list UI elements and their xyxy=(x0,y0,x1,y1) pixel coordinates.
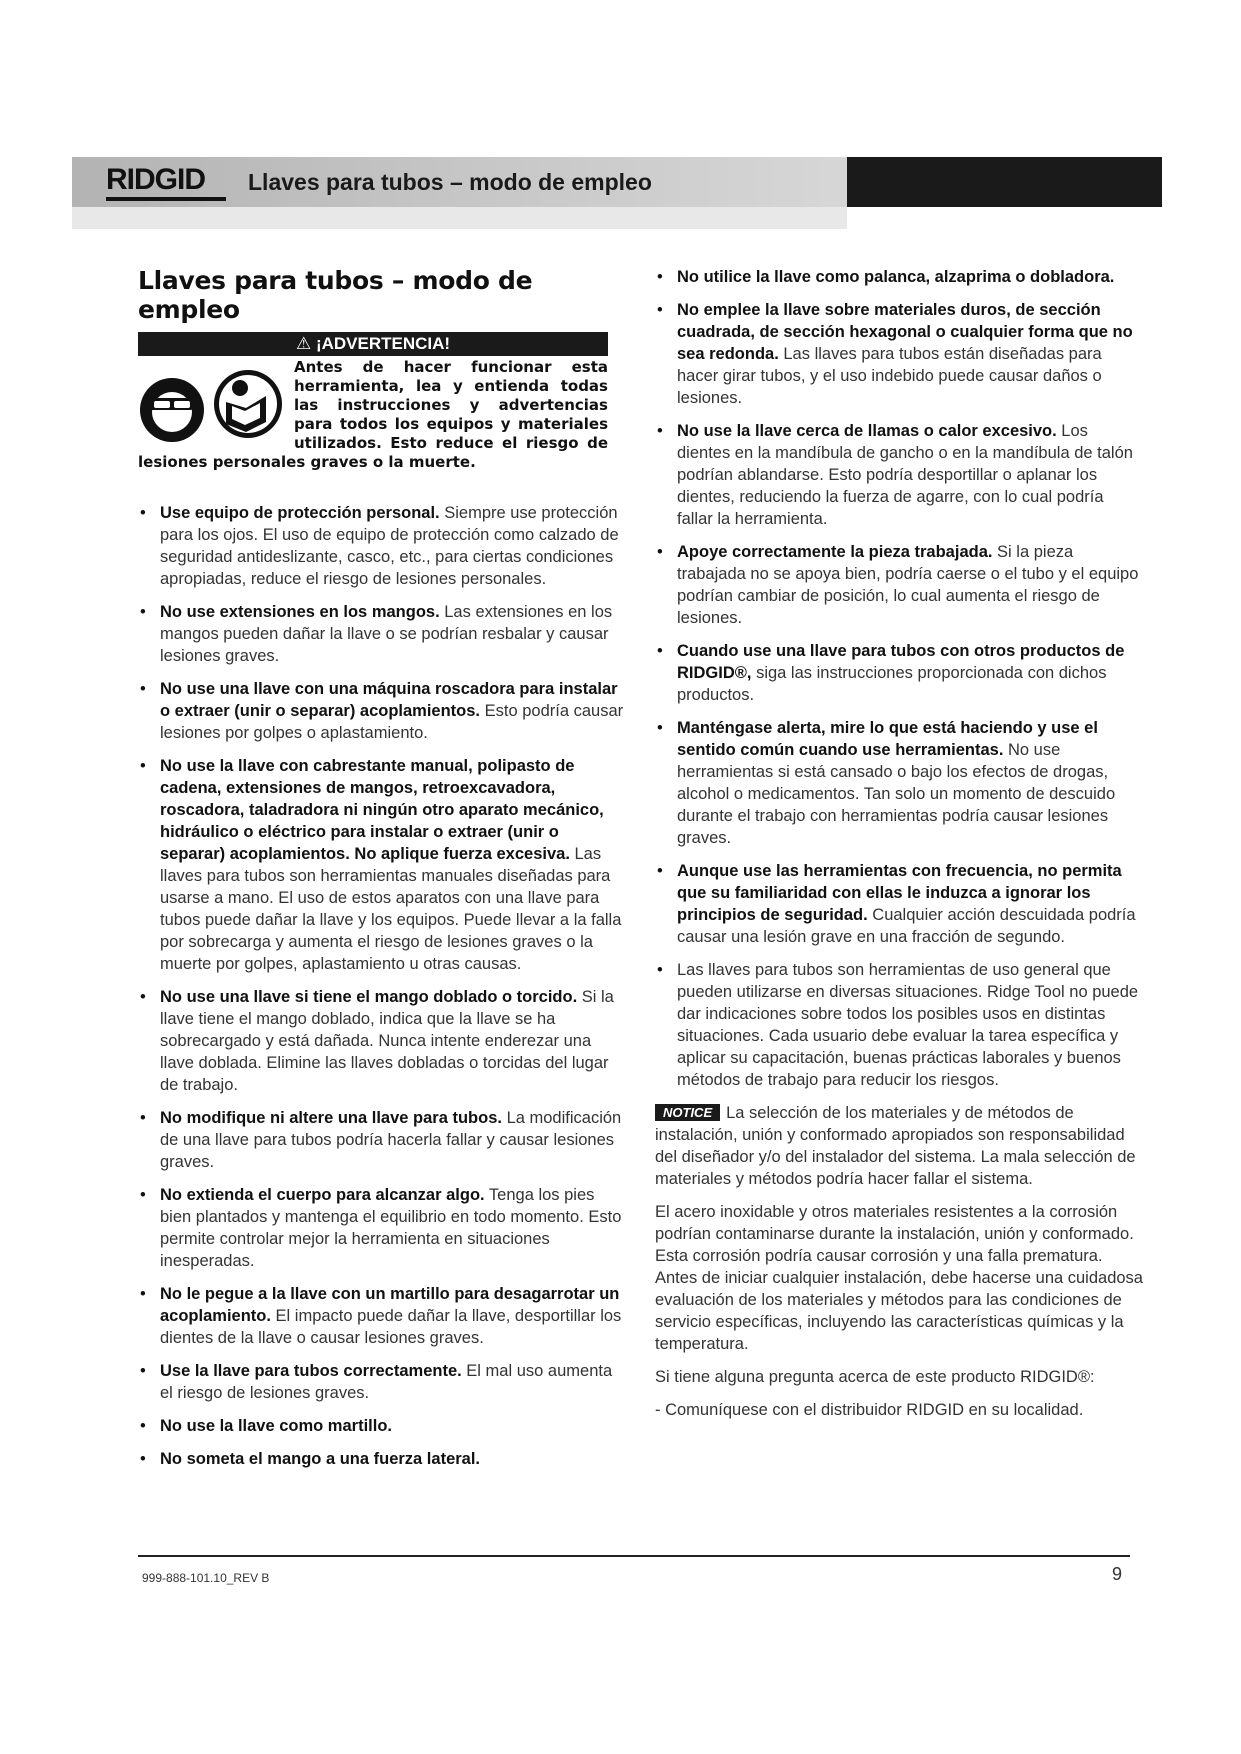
warning-bar xyxy=(138,332,608,356)
question-paragraph: Si tiene alguna pregunta acerca de este producto RIDGID®: xyxy=(655,1368,1095,1386)
list-item: • Cuando use una llave para tubos con otros productos de RIDGID®, siga las instrucciones proporcionada con dichos productos. xyxy=(655,640,1143,706)
list-item: • No utilice la llave como palanca, alzaprima o dobladora. xyxy=(655,266,1143,288)
list-item: • No use la llave como martillo. xyxy=(138,1415,628,1437)
list-item: • No use una llave con una máquina roscadora para instalar o extraer (unir o separar) acoplamientos. Esto podría causar lesiones por golpes o aplastamiento. xyxy=(138,678,628,744)
left-column xyxy=(138,266,628,1481)
header-dark-block xyxy=(847,157,1162,207)
footer-divider xyxy=(138,1555,1130,1557)
header-title: Llaves para tubos – modo de empleo xyxy=(248,169,652,195)
page-number: 9 xyxy=(1112,1564,1123,1584)
list-item: • Las llaves para tubos son herramientas de uso general que pueden utilizarse en diversas situaciones. Ridge Tool no puede dar indicaciones sobre todos los posibles usos en distintas situaciones. Cada usuario debe evaluar la tarea específica y aplicar su capacitación, buenas prácticas laborales y buenos métodos de trabajo para reducir los riesgos. xyxy=(655,959,1143,1091)
warning-label: ¡ADVERTENCIA! xyxy=(315,334,451,353)
list-item: • No extienda el cuerpo para alcanzar algo. Tenga los pies bien plantados y mantenga el equilibrio en todo momento. Esto permite controlar mejor la herramienta en situaciones inesperadas. xyxy=(138,1184,628,1272)
read-manual-icon xyxy=(214,370,282,438)
list-item: • Aunque use las herramientas con frecuencia, no permita que su familiaridad con ellas le induzca a ignorar los principios de seguridad. Cualquier acción descuidada podría causar una lesión grave en una fracción de segundo. xyxy=(655,860,1143,948)
ridgid-logo: RIDGID xyxy=(106,163,205,196)
list-item: • Apoye correctamente la pieza trabajada. Si la pieza trabajada no se apoya bien, podría caerse o el tubo y el equipo podrían cambiar de posición, lo cual aumenta el riesgo de lesiones. xyxy=(655,541,1143,629)
list-item: • No use la llave cerca de llamas o calor excesivo. Los dientes en la mandíbula de gancho o en la mandíbula de talón podrían ablandarse. Esto podría desportillar o aplanar los dientes, reduciendo la fuerza de agarre, con lo cual podría fallar la herramienta. xyxy=(655,420,1143,530)
logo-underline xyxy=(106,197,226,201)
notice-text: La selección de los materiales y de métodos de instalación, unión y conformado apropiados son responsabilidad del diseñador y/o del instalador del sistema. La mala selección de materiales y métodos podría hacer fallar el sistema. xyxy=(655,1104,1136,1188)
notice-paragraph xyxy=(655,1102,1143,1190)
list-item: • No use extensiones en los mangos. Las extensiones en los mangos pueden dañar la llave o se podrían resbalar y causar lesiones graves. xyxy=(138,601,628,667)
warning-icons xyxy=(138,358,288,450)
list-item: • No le pegue a la llave con un martillo para desagarrotar un acoplamiento. El impacto puede dañar la llave, desportillar los dientes de la llave o causar lesiones graves. xyxy=(138,1283,628,1349)
right-bullet-list xyxy=(655,266,1143,1091)
page-header xyxy=(72,157,1162,229)
list-item: • No use la llave con cabrestante manual, polipasto de cadena, extensiones de mangos, retroexcavadora, roscadora, taladradora ni ningún otro aparato mecánico, hidráulico o eléctrico para instalar o extraer (unir o separar) acoplamientos. No aplique fuerza excesiva. Las llaves para tubos son herramientas manuales diseñadas para usarse a mano. El uso de estos aparatos con una llave para tubos puede dañar la llave y los equipos. Puede llevar a la falla por sobrecarga y aumenta el riesgo de lesiones graves o la muerte por golpes, aplastamiento u otras causas. xyxy=(138,755,628,975)
list-item: • No modifique ni altere una llave para tubos. La modificación de una llave para tubos podría hacerla fallar y causar lesiones graves. xyxy=(138,1107,628,1173)
warning-body xyxy=(138,358,608,472)
warning-text: Antes de hacer funcionar esta herramienta, lea y entienda todas las instrucciones y advertencias para todos los equipos y materiales utilizados. Esto reduce el riesgo de lesiones personales graves o la muerte. xyxy=(138,358,608,471)
left-bullet-list xyxy=(138,502,628,1470)
contact-paragraph: - Comuníquese con el distribuidor RIDGID en su localidad. xyxy=(655,1401,1084,1419)
list-item: • Use la llave para tubos correctamente. El mal uso aumenta el riesgo de lesiones graves. xyxy=(138,1360,628,1404)
section-heading: Llaves para tubos – modo de empleo xyxy=(138,266,533,324)
list-item: • No someta el mango a una fuerza lateral. xyxy=(138,1448,628,1470)
document-code: 999-888-101.10_REV B xyxy=(142,1571,270,1585)
list-item: • Manténgase alerta, mire lo que está haciendo y use el sentido común cuando use herramientas. No use herramientas si está cansado o bajo los efectos de drogas, alcohol o medicamentos. Tan solo un momento de descuido durante el trabajo con herramientas podría causar lesiones graves. xyxy=(655,717,1143,849)
right-column xyxy=(655,266,1143,1432)
warning-triangle-icon: ⚠ xyxy=(295,334,312,353)
notice-badge: NOTICE xyxy=(655,1104,720,1121)
list-item: • Use equipo de protección personal. Siempre use protección para los ojos. El uso de equipo de protección como calzado de seguridad antideslizante, casco, etc., para ciertas condiciones apropiadas, reduce el riesgo de lesiones personales. xyxy=(138,502,628,590)
safety-glasses-icon xyxy=(140,378,204,442)
list-item: • No use una llave si tiene el mango doblado o torcido. Si la llave tiene el mango doblado, indica que la llave se ha sobrecargado y está dañada. Nunca intente enderezar una llave doblada. Elimine las llaves dobladas o torcidas del lugar de trabajo. xyxy=(138,986,628,1096)
stainless-paragraph: El acero inoxidable y otros materiales resistentes a la corrosión podrían contaminarse durante la instalación, unión y conformado. Esta corrosión podría causar corrosión y una falla prematura. Antes de iniciar cualquier instalación, debe hacerse una cuidadosa evaluación de los materiales y métodos para las condiciones de servicio específicas, incluyendo las características químicas y la temperatura. xyxy=(655,1203,1143,1353)
header-underband xyxy=(72,207,847,229)
list-item: • No emplee la llave sobre materiales duros, de sección cuadrada, de sección hexagonal o cualquier forma que no sea redonda. Las llaves para tubos están diseñadas para hacer girar tubos, y el uso indebido puede causar daños o lesiones. xyxy=(655,299,1143,409)
